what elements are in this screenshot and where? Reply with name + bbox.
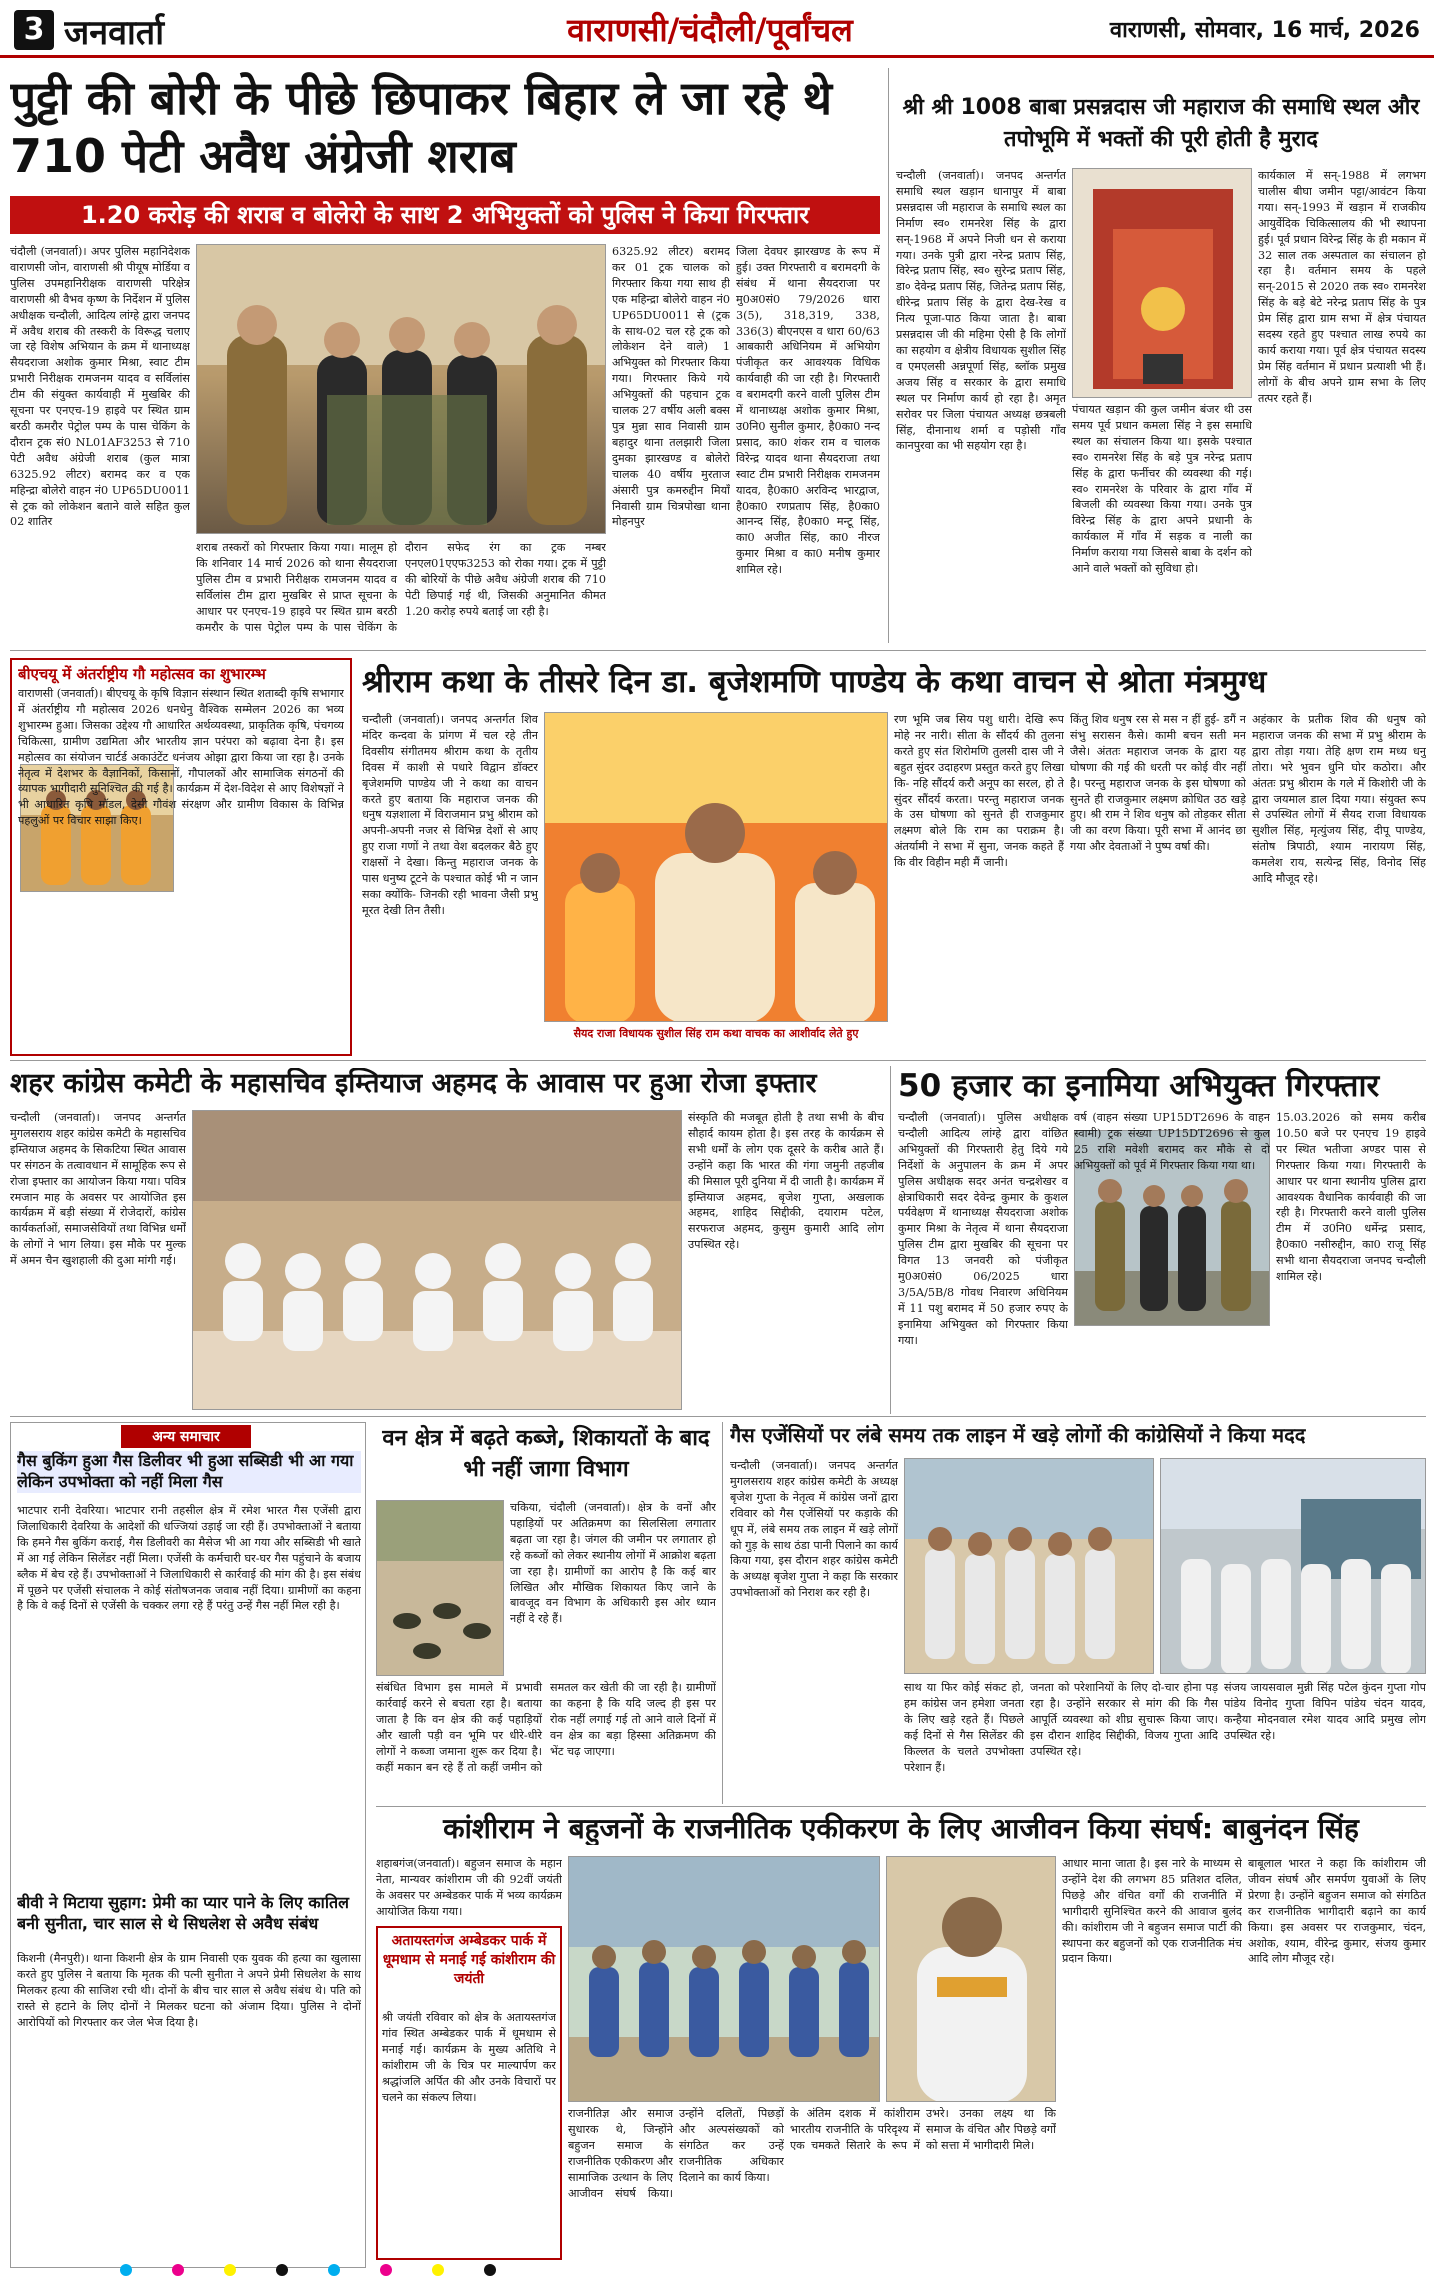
forest-land-illustration [377,1501,504,1676]
story4-col2: संस्कृति की मजबूत होती है तथा सभी के बीच सौहार्द कायम होता है। इस तरह के कार्यक्रम से सभी धर्मों के लोग एक दूसरे के करीब आते हैं। उन्होंने कहा कि भारत की गंगा जमुनी तहजीब की मिसाल पूरी दुनिया में दी जाती है। कार्यक्रम में इम्तियाज अहमद, बृजेश गुप्ता, अखलाक अहमद, शाहिद सिद्दीकी, दयाराम पटेल, सरफराज अहमद, कुसुम कुमारी आदि लोग उपस्थित रहे। [688,1111,884,1252]
story7-photo-right [1160,1458,1426,1674]
story8-intro: शहाबगंज(जनवार्ता)। बहुजन समाज के महान नेता, मान्यवर कांशीराम जी की 92वीं जयंती के अवसर पर अम्बेडकर पार्क में भव्य कार्यक्रम आयोजित किया गया। [376,1857,562,1918]
story8-col2: के अंतिम दशक में कांशीराम भारतीय राजनीति के परिदृश्य में एक चमकते सितारे के रूप में उभरे। उनका लक्ष्य था कि समाज के वंचित और पिछड़े वर्गों को सत्ता में भागीदारी मिले। [790,2107,1056,2152]
story6-photo [376,1500,504,1676]
story5-col1: चन्दौली (जनवार्ता)। पुलिस अधीक्षक चन्दौली आदित्य लांग्हे द्वारा वांछित अभियुक्तों की गिरफ्तारी हेतु दिये गये निर्देशों के अनुपालन के क्रम में अपर पुलिस अधीक्षक सदर अनंत चन्द्रशेखर व क्षेत्राधिकारी सदर देवेन्द्र कुमार के कुशल पर्यवेक्षण में थानाध्यक्ष सैयदराजा अशोक कुमार मिश्रा के नेतृत्व में थाना सैयदराजा पुलिस टीम द्वारा मुखबिर की सूचना पर विगत 13 जनवरी को पंजीकृत मु0अ0सं0 06/2025 धारा 3/5A/5B/8 गोवध निवारण अधिनियम में 11 पशु बरामद में 50 हजार रुपए के इनामिया अभियुक्त को गिरफ्तार किया गया। [898,1111,1068,1347]
speaker-portrait-illustration [887,1857,1056,2102]
story5-headline: 50 हजार का इनामिया अभियुक्त गिरफ्तार [898,1068,1380,1104]
story2-col3: कार्यकाल में सन्-1988 में लगभग चालीस बीघा जमीन पट्टा/आवंटन किया गया। सन्-1993 में खड़ान में राजकीय आयुर्वेदिक चिकित्सालय की भी स्थापना हुई। पूर्व प्रधान विरेन्द्र सिंह के ही मकान में 32 साल तक अस्पताल का संचालन हो रहा है। वर्तमान समय के पहले सन्-2015 से 2020 तक स्व० रामनरेश सिंह के बड़े बेटे नरेन्द्र प्रताप सिंह के पुत्र प्रेम सिंह द्वारा ग्राम सभा में क्षेत्र पंचायत सदस्य रहते हुए पश्चात लाख रुपये का कार्य कराया गया। पूर्व क्षेत्र पंचायत सदस्य प्रेम सिंह वर्तमान में प्रधान प्रत्याशी भी हैं। लोगों के बीच अपने ग्राम सभा के लिए तत्पर रहते हैं। [1258,169,1426,405]
story7-headline: गैस एजेंसियों पर लंबे समय तक लाइन में खड़े लोगों की कांग्रेसियों ने किया मदद [730,1424,1306,1447]
story3-col2: रण भूमि जब सिय पशु धारी। देखि रूप मोहे नर नारी। सीता के सौंदर्य की तुलना करते हुए संत शिरोमणि तुलसी दास जी ने बहुत सुंदर उदाहरण प्रस्तुत करते हुए लिखा कि- नहि सौंदर्य करौ अनूप का सरल, हो ते सुंदर सौंदर्य करता। परन्तु महाराज जनक के उस घोषणा को सुनते ही राजकुमार लक्ष्मण बोले कि राम का पराक्रम है। अंतर्यामी ने सभा में सुना, जनक कहते हैं कि वीर विहीन मही मैं जानी। [894,713,1064,870]
story3-col4: अहंकार के प्रतीक शिव की धनुष को महाराज जनक की सभा में प्रभु श्रीराम के द्वारा तोड़ा गया। तेहि क्षण राम मध्य धनु तोरा। भरे भुवन धुनि घोर कठोरा। और अंततः प्रभु श्रीराम के गले में किशोरी जी के द्वारा जयमाल डाल दिया गया। संयुक्त रूप से उपस्थित लोगों में सैयद राजा विधायक सुशील सिंह, मृत्युंजय सिंह, दीपू पाण्डेय, संतोष त्रिपाठी, श्याम नारायण सिंह, कमलेश राय, सत्येन्द्र सिंह, विनोद सिंह आदि मौजूद रहे। [1252,713,1426,886]
story6-col1: चकिया, चंदौली (जनवार्ता)। क्षेत्र के वनों और पहाड़ियों पर अतिक्रमण का सिलसिला लगातार बढ़ता जा रहा है। जंगल की जमीन पर लगातार हो रहे कब्जों को लेकर स्थानीय लोगों में आक्रोश बढ़ता जा रहा है। ग्रामीणों का आरोप है कि कई बार लिखित और मौखिक शिकायत किए जाने के बावजूद वन विभाग के अधिकारी इस ओर ध्यान नहीं दे रहे हैं। [510,1501,716,1626]
news1-headline: गैस बुकिंग हुआ गैस डिलीवर भी हुआ सब्सिडी भी आ गया लेकिन उपभोक्ता को नहीं मिला गैस [17,1451,361,1493]
story1-col3: जिला देवघर झारखण्ड के रूप में हुई। उक्त गिरफ्तारी व बरामदगी के संबंध में थाना सैयदराजा पर मु0अ0सं0 79/2026 धारा 3(5), 318,319, 338, 336(3) बीएनएस व धारा 60/63 आबकारी अधिनियम में अभियोग पंजीकृत कर आवश्यक विधिक कार्यवाही की जा रही है। गिरफ्तारी व बरामदगी करने वाली पुलिस टीम में थानाध्यक्ष अशोक कुमार मिश्रा, उ0नि0 सुनील कुमार, है0का0 नन्द प्रसाद, का0 शंकर राम व चालक विरेन्द्र यादव थाना सैयदराजा तथा स्वाट टीम प्रभारी निरीक्षक रामजनम यादव, है0का0 अरविन्द भारद्वाज, है0का0 रणप्रताप सिंह, है0का0 आनन्द सिंह, है0का0 मन्टू सिंह, का0 अजीत सिंह, का0 नीरज कुमार मिश्रा व का0 मनीष कुमार शामिल रहे। [736,245,880,577]
story8-col4: बाबूलाल भारत ने कहा कि कांशीराम जी जीवन संघर्ष और समर्पण युवाओं के लिए प्रेरणा है। उन्होंने बहुजन समाज को संगठित कर राजनीतिक भागीदारी बढ़ाने का कार्य किया। इस अवसर पर राजकुमार, चंदन, अशोक, श्याम, वीरेन्द्र कुमार, संजय कुमार आदि लोग मौजूद रहे। [1248,1857,1426,1966]
news2-headline: बीवी ने मिटाया सुहाग: प्रेमी का प्यार पाने के लिए कातिल बनी सुनीता, चार साल से थे सिधलेश से अवैध संबंध [17,1893,349,1933]
story5-col2: वर्ष (वाहन संख्या UP15DT2696 के वाहन स्वामी) ट्रक संख्या UP15DT2696 से कुल 25 राशि मवेशी बरामद कर मौके से दो अभियुक्तों को पूर्व में गिरफ्तार किया गया था। [1074,1111,1270,1172]
story8-col3: आधार माना जाता है। इस नारे के माध्यम से उन्होंने देश की लगभग 85 प्रतिशत दलित, पिछड़े और वंचित वर्गों की राजनीति में भागीदारी सुनिश्चित करने की आवाज बुलंद की। कांशीराम जी ने बहुजन समाज पार्टी की स्थापना कर बहुजनों को एक राजनीतिक मंच प्रदान किया। [1062,1857,1242,1966]
story2-col2: पंचायत खड़ान की कुल जमीन बंजर थी उस समय पूर्व प्रधान कमला सिंह ने इस समाधि स्थल का संचालन किया था। इसके पश्चात स्व० रामनरेश सिंह के बड़े पुत्र नरेन्द्र प्रताप सिंह के द्वारा फर्नीचर की व्यवस्था की गई। स्व० रामनरेश के परिवार के द्वारा गाँव में बिजली की व्यवस्था किया गया। उनके पुत्र विरेन्द्र सिंह के द्वारा अपने प्रधानी के कार्यकाल में गाँव में सड़क व नाली का निर्माण कराया गया जिससे बाबा के दर्शन को आने वाले भक्तों को सुविधा हो। [1072,403,1252,576]
story2-col1: चन्दौली (जनवार्ता)। जनपद अन्तर्गत समाधि स्थल खड़ान धानापुर में बाबा प्रसन्नदास जी महाराज के समाधि स्थल का निर्माण स्व० रामनरेश सिंह के द्वारा सन्-1968 में अपने निजी धन से कराया गया। उनके पुत्री द्वारा नरेन्द्र प्रताप सिंह, विरेन्द्र प्रताप सिंह, स्व० सुरेन्द्र प्रताप सिंह, डा० देवेन्द्र प्रताप सिंह, जितेन्द्र प्रताप सिंह, धीरेन्द्र प्रताप सिंह के द्वारा देख-रेख व नित्य पूजा-पाठ किया जाता है। बाबा प्रसन्नदास जी की महिमा ऐसी है कि लोगों का सहयोग व क्षेत्रीय विधायक सुशील सिंह व एमएलसी अन्नपूर्णा सिंह, ब्लॉक प्रमुख अजय सिंह व सरकार के द्वारा समाधि स्थल पर निर्माण कार्य हो रहा है। अमृत सरोवर पर जिला पंचायत अध्यक्ष छत्रबली सिंह, दीनानाथ शर्मा व पड़ोसी गाँव कानपुरवा का भी सहयोग रहा है। [896,169,1066,453]
story7-col2: साथ या फिर कोई संकट हो, हम कांग्रेस जन हमेशा जनता के लिए खड़े रहते हैं। पिछले कई दिनों से गैस सिलेंडर की किल्लत के चलते उपभोक्ता परेशान हैं। [904,1681,1024,1774]
story8-photo-right [886,1856,1056,2102]
story3-col3: किंतु शिव धनुष रस से मस न हीं हुई- डगैं न संभु सरासन कैसे। कामी बचन सती मन जैसे। अंततः महाराज जनक के द्वारा यह घोषणा की गई की धरती पर कोई वीर नहीं है। परन्तु महाराज जनक के इस घोषणा को सुनते ही राजकुमार लक्ष्मण क्रोधित उठ खड़े हुए। श्री राम ने शिव धनुष को तोड़कर सीता जी का वरण किया। पूरी सभा में आनंद छा गया और देवताओं ने पुष्प वर्षा की। [1070,713,1246,854]
story7-col1: चन्दौली (जनवार्ता)। जनपद अन्तर्गत मुगलसराय शहर कांग्रेस कमेटी के अध्यक्ष बृजेश गुप्ता के नेतृत्व में कांग्रेस जनों द्वारा रविवार को गैस एजेंसियों पर कड़ाके की धूप में, लंबे समय तक लाइन में खड़े लोगों को गुड़ के साथ ठंडा पानी पिलाने का कार्य किया गया, इस दौरान शहर कांग्रेस कमेटी के अध्यक्ष बृजेश गुप्ता ने कहा कि सरकार उपभोक्ताओं को निराश कर रही है। [730,1459,898,1600]
story1-col2: 6325.92 लीटर) बरामद कर 01 ट्रक चालक को गिरफ्तार किया गया साथ ही एक महिन्द्रा बोलेरो वाहन नं0 UP65DU0011 से (ट्रक के साथ-02 चल रहे ट्रक को लोकेशन देने वाले) 1 अभियुक्त को गिरफ्तार किया गया। गिरफ्तार किये गये अभियुक्तों की पहचान ट्रक चालक 27 वर्षीय अली बक्स पुत्र मुन्ना साव निवासी ग्राम बहादुर थाना तलझारी जिला दुमका झारखण्ड व बोलेरो चालक 40 वर्षीय मुरताज अंसारी पुत्र कमरुद्दीन मियाँ निवासी ग्राम चित्रपोखा थाना मोहनपुर [612,245,730,529]
jayanti-group-illustration [569,1857,880,2102]
story1-subhead: 1.20 करोड़ की शराब व बोलेरो के साथ 2 अभियुक्तों को पुलिस ने किया गिरफ्तार [10,196,880,234]
samadhi-shrine-illustration [1073,169,1252,398]
story1-headline: पुट्टी की बोरी के पीछे छिपाकर बिहार ले जा रहे थे 710 पेटी अवैध अंग्रेजी शराब [10,71,832,183]
story6-col2: संबंधित विभाग इस मामले में प्रभावी कार्रवाई करने से बचता रहा है। बताया जाता है कि वन क्षेत्र की कई पहाड़ियों और खाली पड़ी वन भूमि पर धीरे-धीरे लोगों ने कब्जा जमाना शुरू कर दिया है। कहीं मकान बन रहे हैं तो कहीं जमीन को समतल कर खेती की जा रही है। ग्रामीणों का कहना है कि यदि जल्द ही इस पर रोक नहीं लगाई गई तो आने वाले दिनों में वन क्षेत्र का बड़ा हिस्सा अतिक्रमण की भेंट चढ़ जाएगा। [376,1681,716,1774]
iftar-gathering-illustration [193,1111,682,1410]
story8-col1: राजनीतिज्ञ और समाज सुधारक थे, जिन्होंने बहुजन समाज के राजनीतिक एकीकरण और सामाजिक उत्थान के लिए आजीवन संघर्ष किया। उन्होंने दलितों, पिछड़ों और अल्पसंख्यकों को संगठित कर उन्हें राजनीतिक अधिकार दिलाने का कार्य किया। [568,2107,784,2200]
police-group-illustration [197,245,606,534]
story4-col1: चन्दौली (जनवार्ता)। जनपद अन्तर्गत मुगलसराय शहर कांग्रेस कमेटी के महासचिव इम्तियाज अहमद के सिकटिया स्थित आवास पर संगठन के तत्वावधान में सामूहिक रूप से रोजा इफ्तार का आयोजन किया गया। पवित्र रमजान माह के अवसर पर आयोजित इस कार्यक्रम में बड़ी संख्या में रोजेदारों, कांग्रेस कार्यकर्ताओं, समाजसेवियों तथा विभिन्न धर्मों के लोगों ने भाग लिया। इस मौके पर मुल्क में अमन चैन खुशहाली की दुआ मांगी गई। [10,1111,186,1268]
dateline: वाराणसी, सोमवार, 16 मार्च, 2026 [1109,18,1420,43]
story3-photo-caption: सैयद राजा विधायक सुशील सिंह राम कथा वाचक का आशीर्वाद लेते हुए [544,1026,888,1041]
story5-col3: 15.03.2026 को समय करीब 10.50 बजे पर एनएच 19 हाइवे पर स्थित भतीजा अण्डर पास से गिरफ्तार किया गया। गिरफ्तारी के आधार पर थाना स्थानीय पुलिस द्वारा आवश्यक वैधानिक कार्यवाही की जा रही है। गिरफ्तारी करने वाली पुलिस टीम में उ0नि0 धर्मेन्द्र प्रसाद, है0का0 नसीरुद्दीन, का0 राजू सिंह सभी थाना सैयदराजा जनपद चन्दौली शामिल रहे। [1276,1111,1426,1284]
katha-stage-illustration [545,713,888,1022]
story1-col1: चंदौली (जनवार्ता)। अपर पुलिस महानिदेशक वाराणसी जोन, वाराणसी श्री पीयूष मोर्डिया व पुलिस उपमहानिरीक्षक वाराणसी परिक्षेत्र वाराणसी श्री वैभव कृष्ण के निर्देशन में पुलिस अधीक्षक चन्दौली, आदित्य लांग्हे द्वारा जनपद में अवैध शराब की तस्करी के विरूद्ध चलाए जा रहे विशेष अभियान के क्रम में थानाध्यक्ष सैयदराजा अशोक कुमार मिश्रा, स्वाट टीम प्रभारी निरीक्षक रामजनम यादव व सर्विलांस टीम की संयुक्त कार्यवाही में मुखबिर की सूचना पर एनएच-19 हाइवे पर स्थित ग्राम बरठी कमरौर पेट्रोल पम्प के पास चेकिंग के दौरान ट्रक सं0 NL01AF3253 से 710 पेटी अवैध अंग्रेजी शराब (कुल मात्रा 6325.92 लीटर) बरामद कर व एक महिन्द्रा बोलेरो वाहन नं0 UP65DU0011 से ट्रक को लोकेशन बताने वाले सहित कुल 02 शातिर [10,245,190,529]
story3-headline: श्रीराम कथा के तीसरे दिन डा. बृजेशमणि पाण्डेय के कथा वाचन से श्रोता मंत्रमुग्ध [362,664,1267,700]
story8-photo-left [568,1856,880,2102]
paper-name: जनवार्ता [64,13,164,53]
box-bhu-body: वाराणसी (जनवार्ता)। बीएचयू के कृषि विज्ञान संस्थान स्थित शताब्दी कृषि सभागार में अंतर्राष्ट्रीय गौ महोत्सव 2026 धनधेनु वैश्विक सम्मेलन 2026 का भव्य शुभारम्भ हुआ। जिसका उद्देश्य गौ आधारित अर्थव्यवस्था, प्राकृतिक कृषि, पंचगव्य चिकित्सा, ग्रामीण उद्यमिता और भारतीय ज्ञान परंपरा को बढ़ावा देना है। इस महोत्सव का संयोजन चार्टर्ड अकाउंटेंट धनंजय ओझा द्वारा किया जा रहा है। उनके नेतृत्व में देशभर के वैज्ञानिकों, किसानों, गौपालकों और सामाजिक संगठनों की व्यापक भागीदारी सुनिश्चित की गई है। कार्यक्रम में देश-विदेश से आए विशेषज्ञों ने भी आधारित कृषि मॉडल, देसी गौवंश संरक्षण और ग्रामीण विकास के विभिन्न पहलुओं पर विचार साझा किए। [18,687,344,828]
page-number: 3 [14,10,54,50]
section-title: वाराणसी/चंदौली/पूर्वांचल [567,11,853,49]
box-other-news-label: अन्य समाचार [121,1425,251,1448]
story1-photo-bottom-text: शराब तस्करों को गिरफ्तार किया गया। मालूम हो कि शनिवार 14 मार्च 2026 को थाना सैयदराजा पुलिस टीम व प्रभारी निरीक्षक रामजनम यादव व सर्विलांस टीम द्वारा मुखबिर से प्राप्त सूचना के आधार पर एनएच-19 हाइवे पर स्थित ग्राम बरठी कमरौर के पास पेट्रोल पम्प के पास चेकिंग के दौरान सफेद रंग का ट्रक नम्बर एनएल01एएफ3253 को रोका गया। ट्रक में पुट्टी की बोरियों के पीछे अवैध अंग्रेजी शराब की 710 पेटी छिपाई गई थी, जिसकी अनुमानित कीमत 1.20 करोड़ रुपये बताई जा रही है। [196,541,606,634]
box-bhu-headline: बीएचयू में अंतर्राष्ट्रीय गौ महोत्सव का शुभारम्भ [18,665,266,683]
story4-headline: शहर कांग्रेस कमेटी के महासचिव इम्तियाज अहमद के आवास पर हुआ रोजा इफ्तार [10,1068,817,1099]
story3-col1: चन्दौली (जनवार्ता)। जनपद अन्तर्गत शिव मंदिर कन्दवा के प्रांगण में चल रहे तीन दिवसीय संगीतमय श्रीराम कथा के तृतीय दिवस में काशी से पधारे विद्वान डॉक्टर बृजेशमणि पाण्डेय जी ने कथा का वाचन करते हुए बताया कि महाराज जनक की धनुष यज्ञशाला में विराजमान प्रभु श्रीराम को अपनी-अपनी नजर से विभिन्न देशों से आए हुए राजा गणों ने तथा वेश बदलकर बैठे हुए राक्षसों ने देखा। किन्तु महाराज जनक के पास धनुष्य टूटने के पश्चात कोई भी न जान सका क्योंकि- जिनकी रही भावना जैसी प्रभु मूरत देखी तिन तैसी। [362,713,538,917]
story1-photo [196,244,606,534]
story7-col3: जनता को परेशानियों के लिए दो-चार होना पड़ रहा है। उन्होंने सरकार से मांग की कि गैस आपूर्ति व्यवस्था को शीघ्र सुचारू किया जाए। इस दौरान शाहिद सिद्दीकी, विजय गुप्ता आदि उपस्थित रहे। [1030,1681,1218,1758]
box-other-news [10,1422,366,2268]
news2-body: किशनी (मैनपुरी)। थाना किशनी क्षेत्र के ग्राम निवासी एक युवक की हत्या का खुलासा करते हुए पुलिस ने बताया कि मृतक की पत्नी सुनीता ने अपने प्रेमी सिधलेश के साथ मिलकर हत्या की साजिश रची थी। दोनों के बीच चार साल से अवैध संबंध थे। पति को रास्ते से हटाने के लिए दोनों ने मिलकर घटना को अंजाम दिया। पुलिस ने दोनों आरोपियों को गिरफ्तार कर जेल भेज दिया है। [17,1952,361,2029]
box-bhu [10,658,352,1056]
gas-queue-illustration-1 [905,1459,1154,1674]
story7-col4: संजय जायसवाल मुन्नी सिंह पटेल कुंदन गुप्ता गोप पांडेय विनोद गुप्ता विपिन पांडेय चंदन यादव, कन्हैया मोदनवाल रमेश यादव आदि प्रमुख लोग उपस्थित रहे। [1224,1681,1426,1742]
masthead [0,0,1434,58]
story2-headline: श्री श्री 1008 बाबा प्रसन्नदास जी महाराज की समाधि स्थल और तपोभूमि में भक्तों की पूरी होती है मुराद [902,95,1420,152]
story8-subbox-body: श्री जयंती रविवार को क्षेत्र के अतायस्तगंज गांव स्थित अम्बेडकर पार्क में धूमधाम से मनाई गई। कार्यक्रम के मुख्य अतिथि ने कांशीराम जी के चित्र पर माल्यार्पण कर श्रद्धांजलि अर्पित की और उनके विचारों पर चलने का संकल्प लिया। [382,2011,556,2104]
news1-body: भाटपार रानी देवरिया। भाटपार रानी तहसील क्षेत्र में रमेश भारत गैस एजेंसी द्वारा जिलाधिकारी देवरिया के आदेशों की धज्जियां उड़ाई जा रही हैं। उपभोक्ताओं ने बताया कि हमने गैस बुकिंग कराई, गैस डिलीवरी का मैसेज भी आ गया और सब्सिडी भी खाते में आ गई लेकिन सिलेंडर नहीं मिला। एजेंसी के कर्मचारी घर-घर गैस पहुंचाने के बजाय ब्लैक में बेच रहे हैं। उपभोक्ताओं ने जिलाधिकारी से कार्रवाई की मांग की है। इस संबंध में पूछने पर एजेंसी संचालक ने कोई संतोषजनक जवाब नहीं दिया। ग्रामीणों का कहना है कि वे कई दिनों से एजेंसी के चक्कर लगा रहे हैं परंतु उन्हें गैस नहीं मिल रही है। [17,1504,361,1613]
story6-headline: वन क्षेत्र में बढ़ते कब्जे, शिकायतों के बाद भी नहीं जागा विभाग [382,1426,710,1482]
story3-photo [544,712,888,1022]
story8-subbox [376,1926,562,2260]
story8-subbox-title: अतायस्तगंज अम्बेडकर पार्क में धूमधाम से मनाई गई कांशीराम की जयंती [382,1933,556,1987]
registration-marks [120,2264,496,2278]
story7-photo-left [904,1458,1154,1674]
story8-headline: कांशीराम ने बहुजनों के राजनीतिक एकीकरण के लिए आजीवन किया संघर्ष: बाबुनंदन सिंह [443,1812,1359,1845]
story4-photo [192,1110,682,1410]
story2-photo [1072,168,1252,398]
gas-queue-illustration-2 [1161,1459,1426,1674]
